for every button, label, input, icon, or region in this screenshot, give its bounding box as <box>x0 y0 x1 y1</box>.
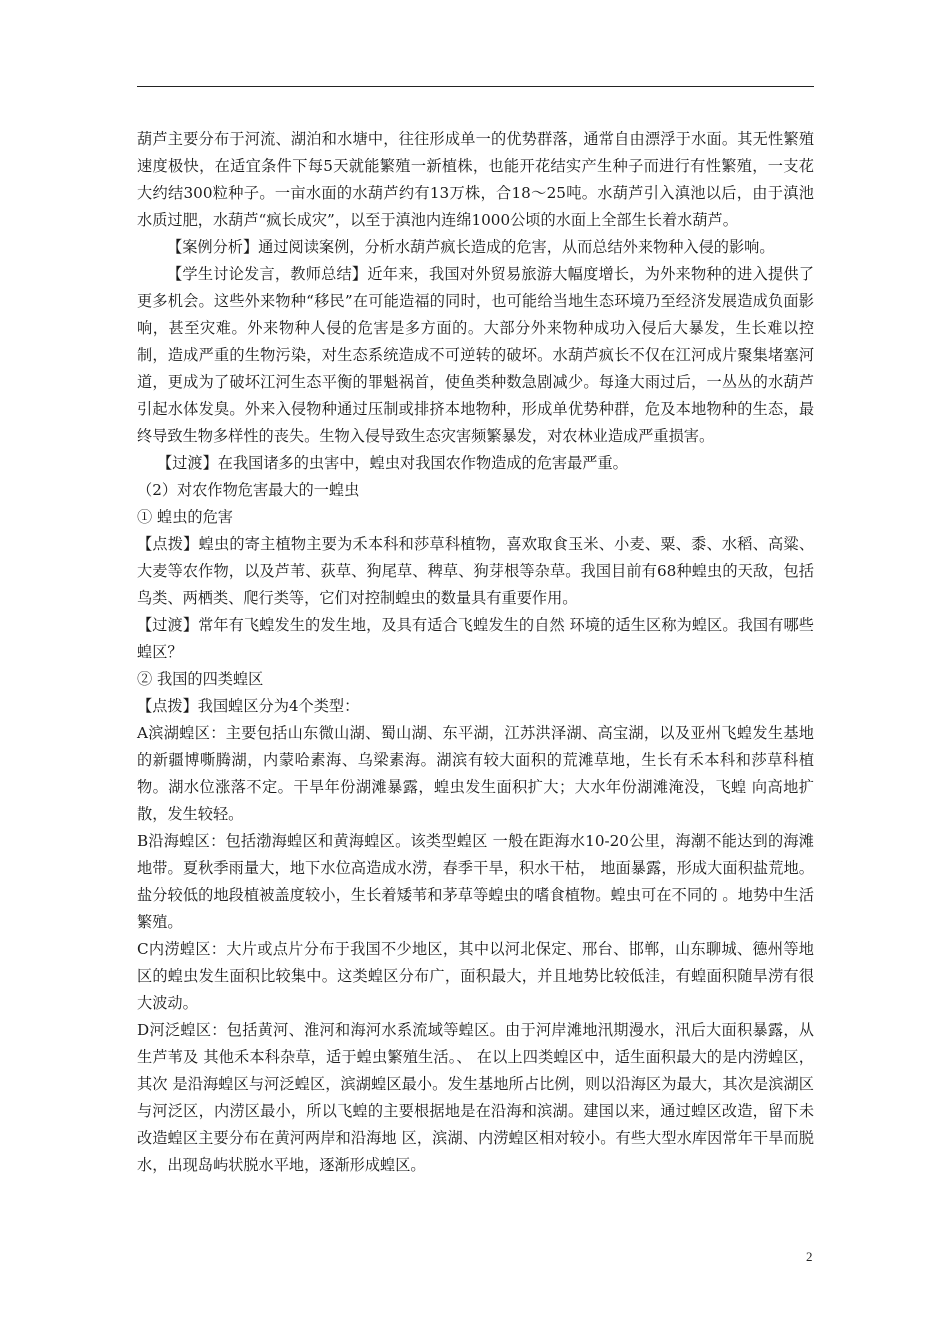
paragraph-transition-locust: 【过渡】在我国诸多的虫害中，蝗虫对我国农作物造成的危害最严重。 <box>157 454 628 472</box>
paragraph-lakeside-area: A滨湖蝗区：主要包括山东微山湖、蜀山湖、东平湖，江苏洪泽湖、高宝湖，以及亚州飞蝗发生基地的新疆博嘶腾湖，内蒙哈素海、乌梁素海。湖滨有较大面积的荒滩草地，生长有禾本科和莎草科植物。湖水位涨落不定。干旱年份湖滩暴露，蝗虫发生面积扩大；大水年份湖滩淹没，飞蝗 向高地扩散，发生较轻。 <box>137 724 814 823</box>
paragraph-transition-locust-areas: 【过渡】常年有飞蝗发生的发生地，及具有适合飞蝗发生的自然 环境的适生区称为蝗区。我国有哪些蝗区？ <box>137 616 814 661</box>
paragraph-case-analysis: 【案例分析】通过阅读案例，分析水葫芦疯长造成的危害，从而总结外来物种入侵的影响。 <box>167 238 775 256</box>
paragraph-water-hyacinth-intro: 葫芦主要分布于河流、湖泊和水塘中，往往形成单一的优势群落，通常自由漂浮于水面。其无性繁殖速度极快，在适宜条件下每5天就能繁殖一新植株，也能开花结实产生种子而进行有性繁殖，一支花大约结300粒种子。一亩水面的水葫芦约有13万株，合18～25吨。水葫芦引入滇池以后，由于滇池水质过肥，水葫芦“疯长成灾”，以至于滇池内连绵1000公顷的水面上全部生长着水葫芦。 <box>137 130 814 229</box>
page-number: 2 <box>806 1249 813 1264</box>
paragraph-coastal-area: B沿海蝗区：包括渤海蝗区和黄海蝗区。该类型蝗区 一般在距海水10-20公里，海潮不能达到的海滩地带。夏秋季雨量大，地下水位高造成水涝，春季干旱，积水干枯， 地面暴露，形成大面积盐荒地。盐分较低的地段植被盖度较小，生长着矮苇和茅草等蝗虫的嗜食植物。蝗虫可在不同的 。地势中生活繁殖。 <box>137 832 814 931</box>
section-heading-locust: （2）对农作物危害最大的一蝗虫 <box>137 481 360 499</box>
header-rule <box>137 86 814 87</box>
paragraph-floodplain-area: D河泛蝗区：包括黄河、淮河和海河水系流域等蝗区。由于河岸滩地汛期漫水，汛后大面积暴露，从生芦苇及 其他禾本科杂草，适于蝗虫繁殖生活。、 在以上四类蝗区中，适生面积最大的是内涝蝗区，其次 是沿海蝗区与河泛蝗区，滨湖蝗区最小。发生基地所占比例，则以沿海区为最大，其次是滨湖区与河泛区，内涝区最小，所以飞蝗的主要根据地是在沿海和滨湖。建国以来，通过蝗区改造，留下未改造蝗区主要分布在黄河两岸和沿海地 区，滨湖、内涝蝗区相对较小。有些大型水库因常年干旱而脱水，出现岛屿状脱水平地，逐渐形成蝗区。 <box>137 1021 814 1174</box>
subheading-four-locust-areas: ② 我国的四类蝗区 <box>137 670 264 688</box>
subheading-locust-harm: ① 蝗虫的危害 <box>137 508 233 526</box>
paragraph-locust-area-types: 【点拨】我国蝗区分为4个类型： <box>137 697 360 715</box>
paragraph-waterlogged-area: C内涝蝗区：大片或点片分布于我国不少地区，其中以河北保定、邢台、邯郸，山东聊城、德州等地区的蝗虫发生面积比较集中。这类蝗区分布广，面积最大，并且地势比较低洼，有蝗面积随旱涝有很大波动。 <box>137 940 814 1012</box>
document-body <box>137 126 814 1179</box>
paragraph-locust-hosts: 【点拨】蝗虫的寄主植物主要为禾本科和莎草科植物，喜欢取食玉米、小麦、粟、黍、水稻、高粱、大麦等农作物，以及芦苇、荻草、狗尾草、稗草、狗芽根等杂草。我国目前有68种蝗虫的天敌，包括鸟类、两栖类、爬行类等，它们对控制蝗虫的数量具有重要作用。 <box>137 535 814 607</box>
paragraph-discussion-summary: 【学生讨论发言，教师总结】近年来，我国对外贸易旅游大幅度增长，为外来物种的进入提供了更多机会。这些外来物种“移民”在可能造福的同时，也可能给当地生态环境乃至经济发展造成负面影响，甚至灾难。外来物种人侵的危害是多方面的。大部分外来物种成功入侵后大暴发，生长难以控制，造成严重的生物污染，对生态系统造成不可逆转的破坏。水葫芦疯长不仅在江河成片聚集堵塞河道，更成为了破坏江河生态平衡的罪魁祸首，使鱼类种数急剧减少。每逢大雨过后，一丛丛的水葫芦引起水体发臭。外来入侵物种通过压制或排挤本地物种，形成单优势种群，危及本地物种的生态，最终导致生物多样性的丧失。生物入侵导致生态灾害频繁暴发，对农林业造成严重损害。 <box>137 265 814 445</box>
